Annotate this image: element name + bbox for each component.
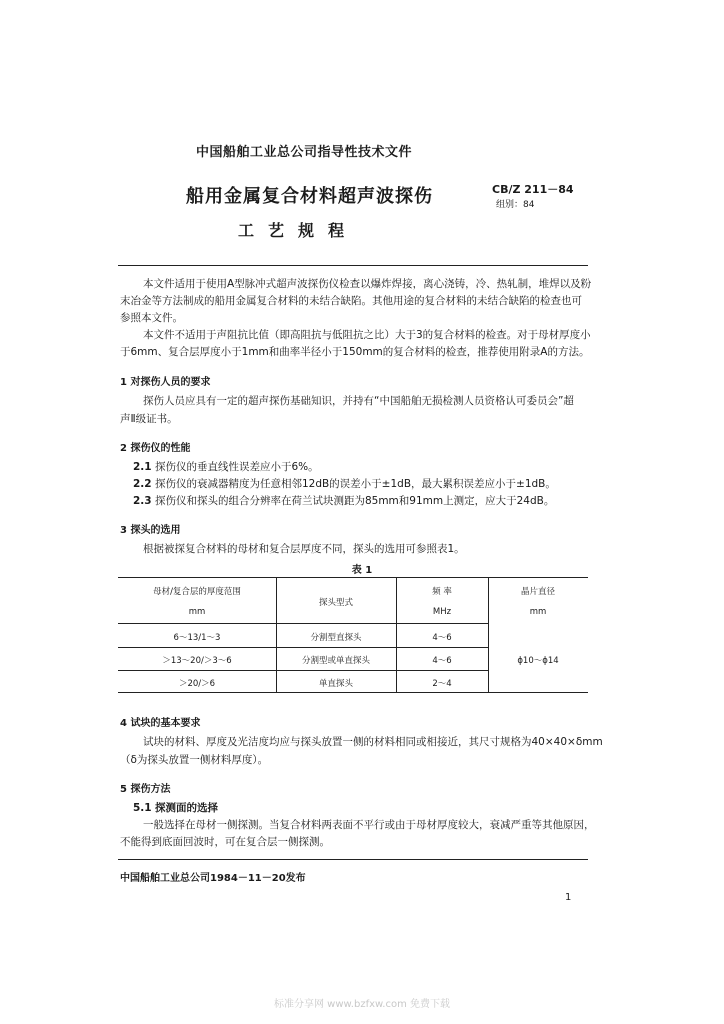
section-4-line-2: （δ为探头放置一侧材料厚度）。 — [120, 754, 269, 766]
clause-text: 探伤仪和探头的组合分辨率在荷兰试块测距为85mm和91mm上测定，应大于24dB。 — [154, 495, 555, 507]
clause-5-1 — [133, 803, 218, 814]
section-3-line-1: 根据被探复合材料的母材和复合层厚度不同，探头的选用可参照表1。 — [143, 543, 465, 555]
table-cell-frequency: 4～6 — [432, 633, 452, 643]
header-probe-type: 探头型式 — [318, 598, 353, 608]
header-rule — [118, 265, 588, 266]
section-1-line-1: 探伤人员应具有一定的超声探伤基础知识，并持有“中国船舶无损检测人员资格认可委员会”超 — [143, 395, 574, 407]
table-row-divider — [118, 647, 488, 648]
intro-paragraph-1-line-2: 末冶金等方法制成的船用金属复合材料的未结合缺陷。其他用途的复合材料的未结合缺陷的检查也可 — [120, 295, 582, 307]
clause-number: 2.3 — [133, 495, 152, 507]
table-cell-frequency: 2～4 — [432, 679, 452, 689]
issue-date: 中国船舶工业总公司1984－11－20发布 — [120, 873, 306, 884]
table-cell-frequency: 4～6 — [432, 656, 452, 666]
watermark: 标准分享网 www.bzfxw.com 免费下载 — [274, 999, 450, 1010]
page-number: 1 — [565, 892, 572, 903]
intro-paragraph-1-line-3: 参照本文件。 — [120, 312, 183, 324]
section-5-heading: 5 探伤方法 — [120, 784, 171, 795]
section-1-line-2: 声Ⅱ级证书。 — [120, 413, 178, 425]
probe-selection-table — [118, 577, 588, 693]
header-crystal-diameter: 晶片直径 — [520, 587, 555, 597]
header-diameter-unit: mm — [529, 607, 547, 617]
document-title: 船用金属复合材料超声波探伤 — [186, 186, 433, 207]
header-frequency-unit: MHz — [432, 607, 452, 617]
clause-title: 探测面的选择 — [154, 802, 218, 814]
clause-text: 探伤仪的衰减器精度为任意相邻12dB的误差小于±1dB，最大累积误差应小于±1dB。 — [154, 478, 556, 490]
table-cell-diameter: ϕ10～ϕ14 — [517, 656, 559, 666]
table-caption: 表 1 — [351, 565, 373, 576]
organization-header: 中国船舶工业总公司指导性技术文件 — [196, 145, 413, 160]
table-cell-range: ＞20/＞6 — [178, 679, 216, 689]
table-cell-range: 6～13/1～3 — [173, 633, 221, 643]
clause-text: 探伤仪的垂直线性误差应小于6%。 — [154, 461, 319, 473]
clause-2-3 — [133, 496, 554, 507]
intro-paragraph-2-line-2: 于6mm、复合层厚度小于1mm和曲率半径小于150mm的复合材料的检查，推荐使用附录A的方法。 — [120, 346, 590, 358]
section-1-heading: 1 对探伤人员的要求 — [120, 377, 211, 388]
clause-number: 2.1 — [133, 461, 152, 473]
header-thickness-range: 母材/复合层的厚度范围 — [153, 587, 241, 597]
intro-paragraph-2-line-1: 本文件不适用于声阻抗比值（即高阻抗与低阻抗之比）大于3的复合材料的检查。对于母材厚度小 — [143, 329, 591, 341]
clause-2-1 — [133, 462, 319, 473]
header-frequency: 频 率 — [432, 587, 452, 597]
section-4-line-1: 试块的材料、厚度及光洁度均应与探头放置一侧的材料相同或相接近，其尺寸规格为40×40×δmm — [143, 736, 603, 748]
table-cell-probe-type: 分割型或单直探头 — [301, 656, 370, 666]
document-group: 组别：84 — [496, 200, 535, 210]
table-header-border — [118, 623, 488, 624]
table-cell-range: ＞13～20/＞3～6 — [162, 656, 232, 666]
intro-paragraph-1-line-1: 本文件适用于使用A型脉冲式超声波探伤仪检查以爆炸焊接，离心浇铸，冷、热轧制，堆焊以及粉 — [143, 278, 592, 290]
table-bottom-border — [118, 692, 588, 693]
section-4-heading: 4 试块的基本要求 — [120, 718, 201, 729]
section-5-line-2: 不能得到底面回波时，可在复合层一侧探测。 — [120, 836, 330, 848]
document-code: CB/Z 211－84 — [492, 183, 574, 196]
clause-number: 2.2 — [133, 478, 152, 490]
footer-rule — [118, 859, 588, 860]
clause-number: 5.1 — [133, 802, 152, 814]
section-5-line-1: 一般选择在母材一侧探测。当复合材料两表面不平行或由于母材厚度较大，衰减严重等其他原因， — [143, 819, 595, 831]
table-cell-probe-type: 分割型直探头 — [310, 633, 362, 643]
clause-2-2 — [133, 479, 556, 490]
section-3-heading: 3 探头的选用 — [120, 525, 181, 536]
table-cell-probe-type: 单直探头 — [318, 679, 353, 689]
header-thickness-unit: mm — [188, 607, 206, 617]
table-row-divider — [118, 670, 488, 671]
document-subtitle: 工艺规程 — [238, 221, 359, 240]
section-2-heading: 2 探伤仪的性能 — [120, 443, 191, 454]
table-top-border — [118, 577, 588, 578]
